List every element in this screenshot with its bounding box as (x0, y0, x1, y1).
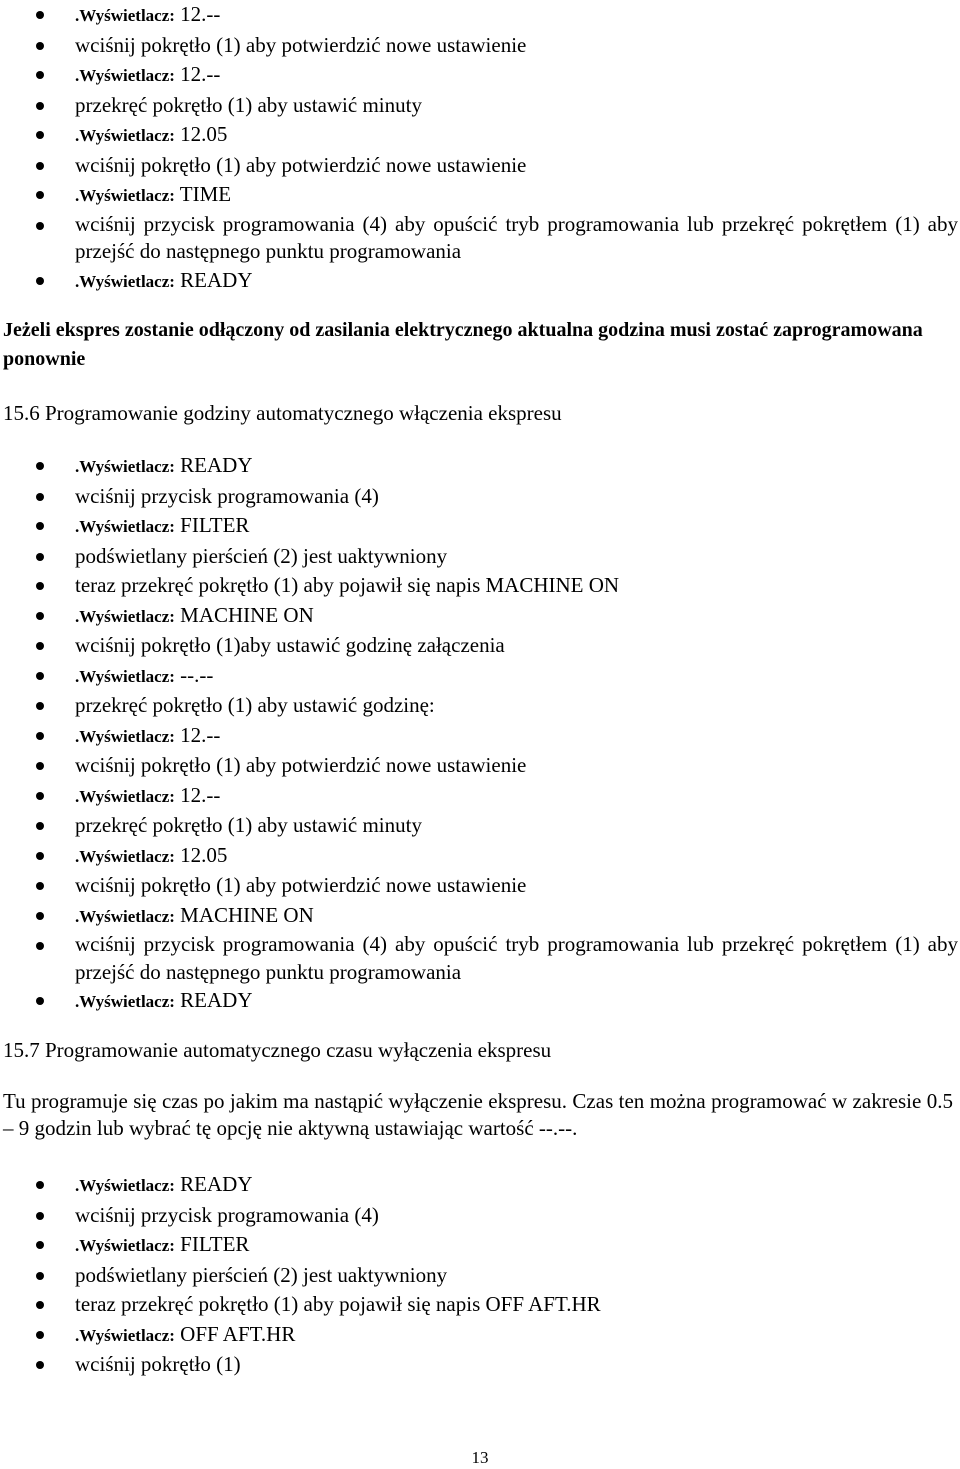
bullet-icon (36, 882, 44, 890)
display-value: MACHINE ON (180, 602, 314, 627)
bullet-icon (36, 522, 44, 530)
instruction-text: wciśnij przycisk programowania (4) (75, 1202, 379, 1227)
list-item (0, 1320, 960, 1351)
list-item (0, 631, 960, 661)
display-value: OFF AFT.HR (180, 1321, 296, 1346)
bullet-icon (36, 553, 44, 561)
list-item (0, 571, 960, 601)
bullet-icon (36, 493, 44, 501)
display-label: .Wyświetlacz: (75, 457, 175, 476)
bullet-icon (36, 1301, 44, 1309)
display-value: READY (180, 453, 253, 477)
list-item (0, 841, 960, 872)
list-item (0, 266, 960, 297)
bullet-icon (36, 942, 44, 950)
list-item (0, 751, 960, 781)
instruction-text: wciśnij pokrętło (1) aby potwierdzić nowe ustawienie (75, 873, 527, 897)
list-item (0, 931, 960, 986)
bullet-icon (36, 71, 44, 79)
list-item (0, 211, 960, 266)
list-item (0, 1170, 960, 1201)
display-label: .Wyświetlacz: (75, 517, 175, 536)
bullet-icon (36, 582, 44, 590)
instruction-text: teraz przekręć pokrętło (1) aby pojawił się napis MACHINE ON (75, 573, 620, 597)
list-item (0, 661, 960, 692)
bullet-icon (36, 191, 44, 199)
display-label: .Wyświetlacz: (75, 1236, 175, 1255)
instruction-text: wciśnij pokrętło (1) aby potwierdzić nowe ustawienie (75, 753, 527, 777)
display-label: .Wyświetlacz: (75, 6, 175, 25)
list-item (0, 451, 960, 482)
instruction-text: przekręć pokrętło (1) aby ustawić minuty (75, 92, 422, 117)
display-value: FILTER (180, 1232, 250, 1256)
display-value: 12.05 (180, 842, 228, 867)
list-item (0, 986, 960, 1017)
display-value: 12.-- (180, 782, 221, 807)
instruction-text: przekręć pokrętło (1) aby ustawić minuty (75, 813, 422, 837)
display-label: .Wyświetlacz: (75, 606, 175, 626)
list-item (0, 781, 960, 812)
bullet-icon (36, 277, 44, 285)
display-label: .Wyświetlacz: (75, 186, 175, 205)
section-heading-15-6: 15.6 Programowanie godziny automatycznego włączenia ekspresu (3, 401, 562, 425)
instruction-text: wciśnij pokrętło (1) aby potwierdzić nowe ustawienie (75, 152, 527, 177)
page-number: 13 (471, 1448, 489, 1467)
section-heading-15-7: 15.7 Programowanie automatycznego czasu wyłączenia ekspresu (3, 1038, 552, 1062)
bullet-icon (36, 997, 44, 1005)
display-value: READY (180, 1172, 253, 1196)
list-item (0, 60, 960, 91)
instruction-text: podświetlany pierścień (2) jest uaktywniony (75, 543, 448, 568)
list-item (0, 1261, 960, 1291)
display-label: .Wyświetlacz: (75, 906, 175, 926)
instruction-text: wciśnij przycisk programowania (4) aby opuścić tryb programowania lub przekręć pokrętłem (1) aby przejść do następnego punktu programowania (75, 932, 958, 984)
bullet-icon (36, 702, 44, 710)
bullet-icon (36, 1212, 44, 1220)
list-item (0, 721, 960, 752)
bullet-icon (36, 1241, 44, 1249)
list-item (0, 871, 960, 901)
list-item (0, 482, 960, 512)
list-item (0, 0, 960, 31)
instruction-list-top (0, 0, 960, 296)
display-value: 12.-- (180, 62, 221, 86)
display-label: .Wyświetlacz: (75, 726, 175, 746)
display-value: READY (180, 988, 253, 1012)
list-item (0, 151, 960, 181)
list-item (0, 901, 960, 932)
display-value: READY (180, 267, 253, 292)
instruction-list-15-7 (0, 1170, 960, 1380)
bullet-icon (36, 42, 44, 50)
bullet-icon (36, 792, 44, 800)
section-description: Tu programuje się czas po jakim ma nastąpić wyłączenie ekspresu. Czas ten można programować w zakresie 0.5 – 9 godzin lub wybrać tę opcję nie aktywną ustawiając wartość --.--. (3, 1089, 953, 1140)
bullet-icon (36, 732, 44, 740)
list-item (0, 511, 960, 542)
bullet-icon (36, 11, 44, 19)
list-item (0, 1201, 960, 1231)
bullet-icon (36, 912, 44, 920)
list-item (0, 31, 960, 61)
bullet-icon (36, 462, 44, 470)
list-item (0, 1230, 960, 1261)
display-value: FILTER (180, 513, 250, 537)
display-label: .Wyświetlacz: (75, 271, 175, 291)
display-label: .Wyświetlacz: (75, 992, 175, 1011)
list-item (0, 1290, 960, 1320)
list-item (0, 180, 960, 211)
list-item (0, 1350, 960, 1380)
display-label: .Wyświetlacz: (75, 1325, 175, 1345)
bullet-icon (36, 1181, 44, 1189)
display-value: 12.-- (180, 722, 221, 747)
instruction-list-15-6 (0, 451, 960, 1017)
display-value: 12.-- (180, 2, 221, 26)
list-item (0, 542, 960, 572)
bullet-icon (36, 1361, 44, 1369)
display-label: .Wyświetlacz: (75, 846, 175, 866)
bullet-icon (36, 672, 44, 680)
display-value: 12.05 (180, 122, 228, 146)
display-label: .Wyświetlacz: (75, 126, 175, 145)
bullet-icon (36, 642, 44, 650)
instruction-text: wciśnij przycisk programowania (4) (75, 483, 379, 508)
list-item (0, 91, 960, 121)
list-item (0, 691, 960, 721)
bullet-icon (36, 1331, 44, 1339)
display-value: MACHINE ON (180, 902, 314, 927)
bullet-icon (36, 852, 44, 860)
display-label: .Wyświetlacz: (75, 1176, 175, 1195)
display-value: TIME (179, 182, 232, 206)
bullet-icon (36, 102, 44, 110)
instruction-text: wciśnij przycisk programowania (4) aby opuścić tryb programowania lub przekręć pokrętłem (1) aby przejść do następnego punktu programowania (75, 211, 958, 263)
display-label: .Wyświetlacz: (75, 66, 175, 85)
instruction-text: podświetlany pierścień (2) jest uaktywniony (75, 1262, 448, 1287)
bullet-icon (36, 612, 44, 620)
instruction-text: przekręć pokrętło (1) aby ustawić godzinę: (75, 693, 435, 717)
list-item (0, 120, 960, 151)
bullet-icon (36, 131, 44, 139)
bullet-icon (36, 822, 44, 830)
display-label: .Wyświetlacz: (75, 666, 175, 686)
bullet-icon (36, 1272, 44, 1280)
instruction-text: wciśnij pokrętło (1) aby potwierdzić nowe ustawienie (75, 32, 527, 57)
bullet-icon (36, 222, 44, 230)
instruction-text: teraz przekręć pokrętło (1) aby pojawił się napis OFF AFT.HR (75, 1292, 601, 1316)
warning-note: Jeżeli ekspres zostanie odłączony od zasilania elektrycznego aktualna godzina musi zostać zaprogramowana ponownie (3, 319, 923, 370)
instruction-text: wciśnij pokrętło (1) (75, 1352, 241, 1376)
bullet-icon (36, 762, 44, 770)
instruction-text: wciśnij pokrętło (1)aby ustawić godzinę załączenia (75, 633, 505, 657)
list-item (0, 601, 960, 632)
bullet-icon (36, 162, 44, 170)
display-value: --.-- (180, 662, 214, 687)
list-item (0, 811, 960, 841)
display-label: .Wyświetlacz: (75, 786, 175, 806)
